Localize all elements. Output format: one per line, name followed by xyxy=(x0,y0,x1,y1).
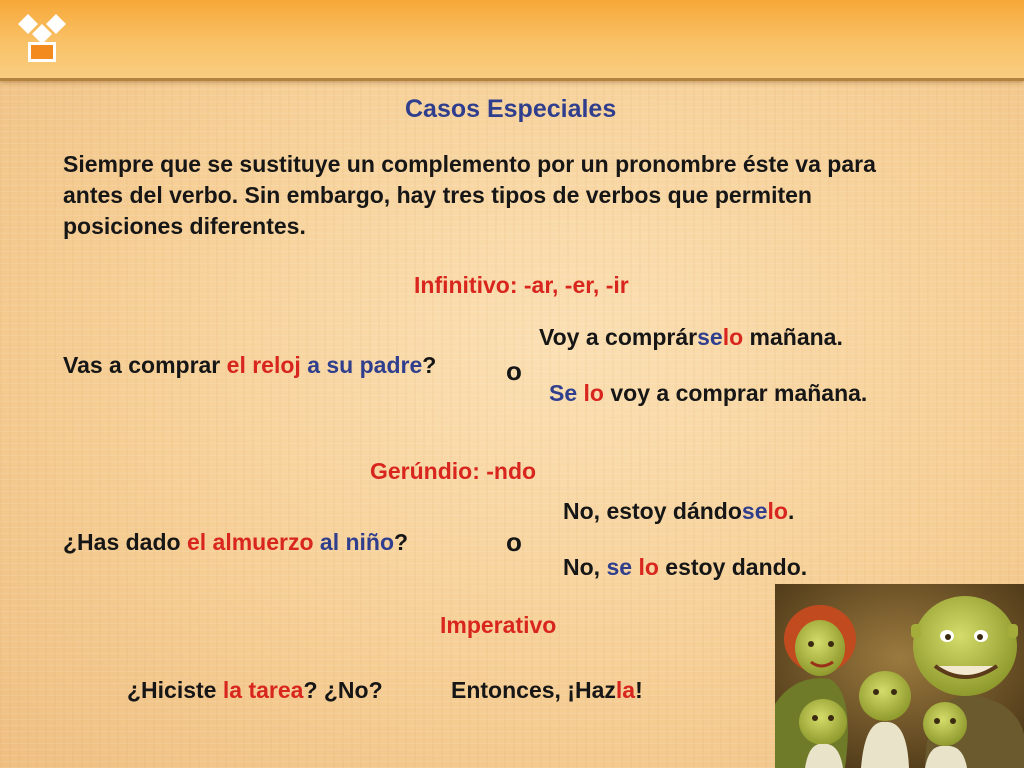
answer-text: estoy dando. xyxy=(658,554,808,580)
direct-object: el reloj xyxy=(226,352,301,378)
direct-pronoun: lo xyxy=(767,498,788,524)
direct-pronoun: lo xyxy=(638,554,659,580)
question-text: ? ¿No? xyxy=(303,677,383,703)
intro-paragraph: Siempre que se sustituye un complemento por un pronombre éste va para antes del verbo. Sin embargo, hay tres tipos de verbos que permiten posiciones diferentes. xyxy=(63,151,876,239)
imperativo-heading: Imperativo xyxy=(440,612,557,638)
indirect-pronoun: Se xyxy=(549,380,578,406)
question-text: ¿Hiciste xyxy=(127,677,223,703)
answer-text: mañana. xyxy=(743,324,843,350)
shrek-family-photo xyxy=(775,584,1024,768)
infinitivo-answer-1 xyxy=(539,324,843,351)
separator-o: o xyxy=(506,356,522,386)
gerundio-question xyxy=(63,529,408,556)
direct-object: el almuerzo xyxy=(186,529,314,555)
answer-text: No, estoy dándo xyxy=(563,498,742,524)
gerundio-heading: Gerúndio: -ndo xyxy=(370,458,537,484)
indirect-pronoun: se xyxy=(697,324,723,350)
question-text: ¿Has dado xyxy=(63,529,187,555)
answer-text: . xyxy=(787,498,795,524)
indirect-object: al niño xyxy=(319,529,395,555)
imperativo-answer xyxy=(451,677,643,704)
infinitivo-question xyxy=(63,352,436,379)
question-text: Vas a comprar xyxy=(63,352,227,378)
separator-o: o xyxy=(506,527,522,557)
direct-pronoun: la xyxy=(615,677,636,703)
indirect-object: a su padre xyxy=(307,352,423,378)
question-mark: ? xyxy=(394,529,409,555)
infinitivo-heading: Infinitivo: -ar, -er, -ir xyxy=(414,272,629,298)
gerundio-answer-2 xyxy=(563,554,807,581)
gerundio-answer-1 xyxy=(563,498,794,525)
slide-title: Casos Especiales xyxy=(405,95,617,123)
logo-icon xyxy=(14,10,70,66)
indirect-pronoun: se xyxy=(741,498,768,524)
answer-text: No, xyxy=(563,554,607,580)
answer-text: voy a comprar mañana. xyxy=(603,380,868,406)
direct-object: la tarea xyxy=(222,677,304,703)
header-banner xyxy=(0,0,1024,81)
question-mark: ? xyxy=(422,352,437,378)
answer-text: ! xyxy=(635,677,643,703)
direct-pronoun: lo xyxy=(583,380,604,406)
answer-text: Voy a comprár xyxy=(539,324,698,350)
indirect-pronoun: se xyxy=(606,554,633,580)
shrek-family-icon xyxy=(775,584,1024,768)
infinitivo-answer-2 xyxy=(549,380,867,407)
answer-text: Entonces, ¡Haz xyxy=(451,677,616,703)
direct-pronoun: lo xyxy=(722,324,744,350)
imperativo-question xyxy=(127,677,383,704)
